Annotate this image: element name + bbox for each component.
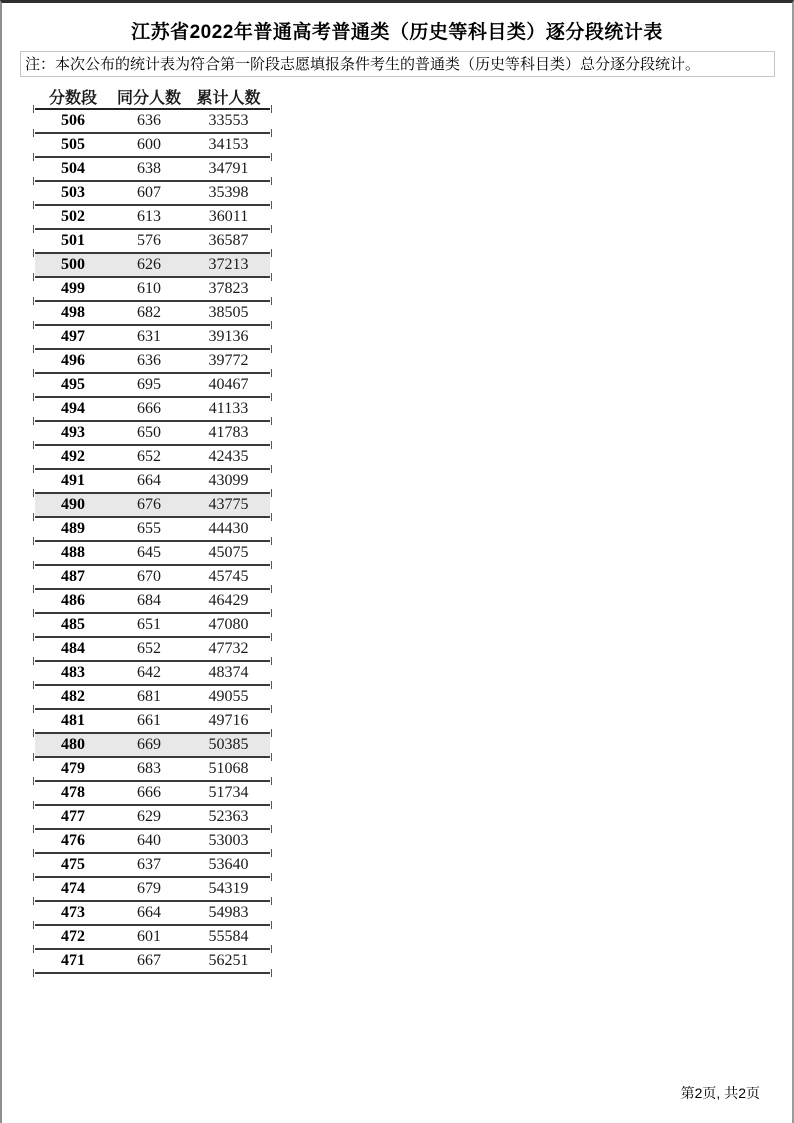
- score-cell: 471: [61, 952, 85, 969]
- count-cell: 670: [137, 568, 161, 585]
- count-cell: 576: [137, 232, 161, 249]
- table-row: [35, 854, 270, 878]
- score-cell: 482: [61, 688, 85, 705]
- score-table-body: [35, 110, 270, 974]
- table-row: [35, 278, 270, 302]
- cumulative-cell: 37823: [208, 280, 249, 297]
- count-cell: 651: [137, 616, 161, 633]
- table-row: [35, 806, 270, 830]
- count-cell: 613: [137, 208, 161, 225]
- cumulative-cell: 48374: [208, 664, 249, 681]
- score-cell: 498: [61, 304, 85, 321]
- table-row: [35, 446, 270, 470]
- column-header-score-segment: 分数段: [48, 89, 97, 107]
- score-cell: 505: [61, 136, 85, 153]
- score-cell: 472: [61, 928, 85, 945]
- cumulative-cell: 33553: [208, 112, 249, 129]
- score-cell: 492: [61, 448, 85, 465]
- column-header-same-score-count: 同分人数: [116, 89, 181, 107]
- table-row: [35, 158, 270, 182]
- cumulative-cell: 51068: [208, 760, 249, 777]
- count-cell: 695: [137, 376, 161, 393]
- count-cell: 681: [137, 688, 161, 705]
- score-cell: 486: [61, 592, 85, 609]
- table-row: [35, 134, 270, 158]
- count-cell: 661: [137, 712, 161, 729]
- cumulative-cell: 46429: [208, 592, 249, 609]
- note-text: 注：本次公布的统计表为符合第一阶段志愿填报条件考生的普通类（历史等科目类）总分逐分段统计。: [20, 51, 775, 77]
- cumulative-cell: 41783: [208, 424, 249, 441]
- table-row: [35, 614, 270, 638]
- count-cell: 626: [137, 256, 161, 273]
- score-cell: 473: [61, 904, 85, 921]
- score-cell: 502: [61, 208, 85, 225]
- score-cell: 484: [61, 640, 85, 657]
- cumulative-cell: 54983: [208, 904, 249, 921]
- table-row: [35, 758, 270, 782]
- cumulative-cell: 49716: [208, 712, 249, 729]
- table-row: [35, 782, 270, 806]
- count-cell: 600: [137, 136, 161, 153]
- score-cell: 506: [61, 112, 85, 129]
- cumulative-cell: 43775: [208, 496, 249, 513]
- table-row: [35, 398, 270, 422]
- table-row: [35, 494, 270, 518]
- count-cell: 637: [137, 856, 161, 873]
- score-cell: 493: [61, 424, 85, 441]
- cumulative-cell: 54319: [208, 880, 249, 897]
- cumulative-cell: 40467: [208, 376, 249, 393]
- score-cell: 497: [61, 328, 85, 345]
- count-cell: 676: [137, 496, 161, 513]
- count-cell: 629: [137, 808, 161, 825]
- score-cell: 483: [61, 664, 85, 681]
- table-row: [35, 710, 270, 734]
- cumulative-cell: 55584: [208, 928, 249, 945]
- count-cell: 655: [137, 520, 161, 537]
- table-row: [35, 302, 270, 326]
- score-cell: 496: [61, 352, 85, 369]
- count-cell: 640: [137, 832, 161, 849]
- score-cell: 499: [61, 280, 85, 297]
- cumulative-cell: 37213: [208, 256, 249, 273]
- table-row: [35, 686, 270, 710]
- cumulative-cell: 56251: [208, 952, 249, 969]
- count-cell: 631: [137, 328, 161, 345]
- count-cell: 610: [137, 280, 161, 297]
- count-cell: 645: [137, 544, 161, 561]
- count-cell: 638: [137, 160, 161, 177]
- cumulative-cell: 47080: [208, 616, 249, 633]
- count-cell: 664: [137, 472, 161, 489]
- score-cell: 501: [61, 232, 85, 249]
- cumulative-cell: 45075: [208, 544, 249, 561]
- count-cell: 636: [137, 352, 161, 369]
- cumulative-cell: 53640: [208, 856, 249, 873]
- score-cell: 500: [61, 256, 85, 273]
- table-row: [35, 638, 270, 662]
- count-cell: 683: [137, 760, 161, 777]
- count-cell: 679: [137, 880, 161, 897]
- cumulative-cell: 41133: [208, 400, 249, 417]
- cumulative-cell: 47732: [208, 640, 249, 657]
- table-row: [35, 254, 270, 278]
- count-cell: 667: [137, 952, 161, 969]
- table-row: [35, 470, 270, 494]
- table-row: [35, 422, 270, 446]
- table-row: [35, 662, 270, 686]
- table-row: [35, 950, 270, 974]
- cumulative-cell: 39136: [208, 328, 249, 345]
- page-title: 江苏省2022年普通高考普通类（历史等科目类）逐分段统计表: [131, 22, 663, 43]
- table-row: [35, 350, 270, 374]
- table-row: [35, 878, 270, 902]
- count-cell: 607: [137, 184, 161, 201]
- cumulative-cell: 36587: [208, 232, 249, 249]
- table-row: [35, 830, 270, 854]
- cumulative-cell: 44430: [208, 520, 249, 537]
- cumulative-cell: 43099: [208, 472, 249, 489]
- score-cell: 474: [61, 880, 85, 897]
- cumulative-cell: 50385: [208, 736, 249, 753]
- score-cell: 477: [61, 808, 85, 825]
- cumulative-cell: 39772: [208, 352, 249, 369]
- table-row: [35, 542, 270, 566]
- score-cell: 487: [61, 568, 85, 585]
- score-cell: 485: [61, 616, 85, 633]
- table-row: [35, 518, 270, 542]
- table-row: [35, 374, 270, 398]
- count-cell: 682: [137, 304, 161, 321]
- cumulative-cell: 35398: [208, 184, 249, 201]
- count-cell: 636: [137, 112, 161, 129]
- table-row: [35, 734, 270, 758]
- cumulative-cell: 52363: [208, 808, 249, 825]
- column-header-cumulative-count: 累计人数: [196, 89, 261, 107]
- count-cell: 652: [137, 448, 161, 465]
- score-cell: 488: [61, 544, 85, 561]
- score-cell: 504: [61, 160, 85, 177]
- cumulative-cell: 42435: [208, 448, 249, 465]
- count-cell: 669: [137, 736, 161, 753]
- table-row: [35, 182, 270, 206]
- score-cell: 480: [61, 736, 85, 753]
- count-cell: 652: [137, 640, 161, 657]
- score-cell: 490: [61, 496, 85, 513]
- count-cell: 666: [137, 784, 161, 801]
- score-cell: 481: [61, 712, 85, 729]
- cumulative-cell: 38505: [208, 304, 249, 321]
- table-row: [35, 590, 270, 614]
- count-cell: 601: [137, 928, 161, 945]
- score-cell: 476: [61, 832, 85, 849]
- score-cell: 495: [61, 376, 85, 393]
- score-cell: 489: [61, 520, 85, 537]
- cumulative-cell: 51734: [208, 784, 249, 801]
- count-cell: 642: [137, 664, 161, 681]
- score-cell: 478: [61, 784, 85, 801]
- table-row: [35, 206, 270, 230]
- cumulative-cell: 36011: [208, 208, 249, 225]
- table-header-row: [35, 84, 270, 110]
- score-cell: 494: [61, 400, 85, 417]
- cumulative-cell: 34791: [208, 160, 249, 177]
- cumulative-cell: 45745: [208, 568, 249, 585]
- table-row: [35, 566, 270, 590]
- page-number: 第2页, 共2页: [680, 1085, 760, 1101]
- table-row: [35, 902, 270, 926]
- count-cell: 650: [137, 424, 161, 441]
- table-row: [35, 326, 270, 350]
- score-cell: 479: [61, 760, 85, 777]
- score-cell: 491: [61, 472, 85, 489]
- score-cell: 503: [61, 184, 85, 201]
- table-row: [35, 926, 270, 950]
- score-distribution-table: [35, 84, 270, 974]
- count-cell: 666: [137, 400, 161, 417]
- table-row: [35, 110, 270, 134]
- count-cell: 664: [137, 904, 161, 921]
- cumulative-cell: 34153: [208, 136, 249, 153]
- score-cell: 475: [61, 856, 85, 873]
- table-row: [35, 230, 270, 254]
- cumulative-cell: 49055: [208, 688, 249, 705]
- count-cell: 684: [137, 592, 161, 609]
- cumulative-cell: 53003: [208, 832, 249, 849]
